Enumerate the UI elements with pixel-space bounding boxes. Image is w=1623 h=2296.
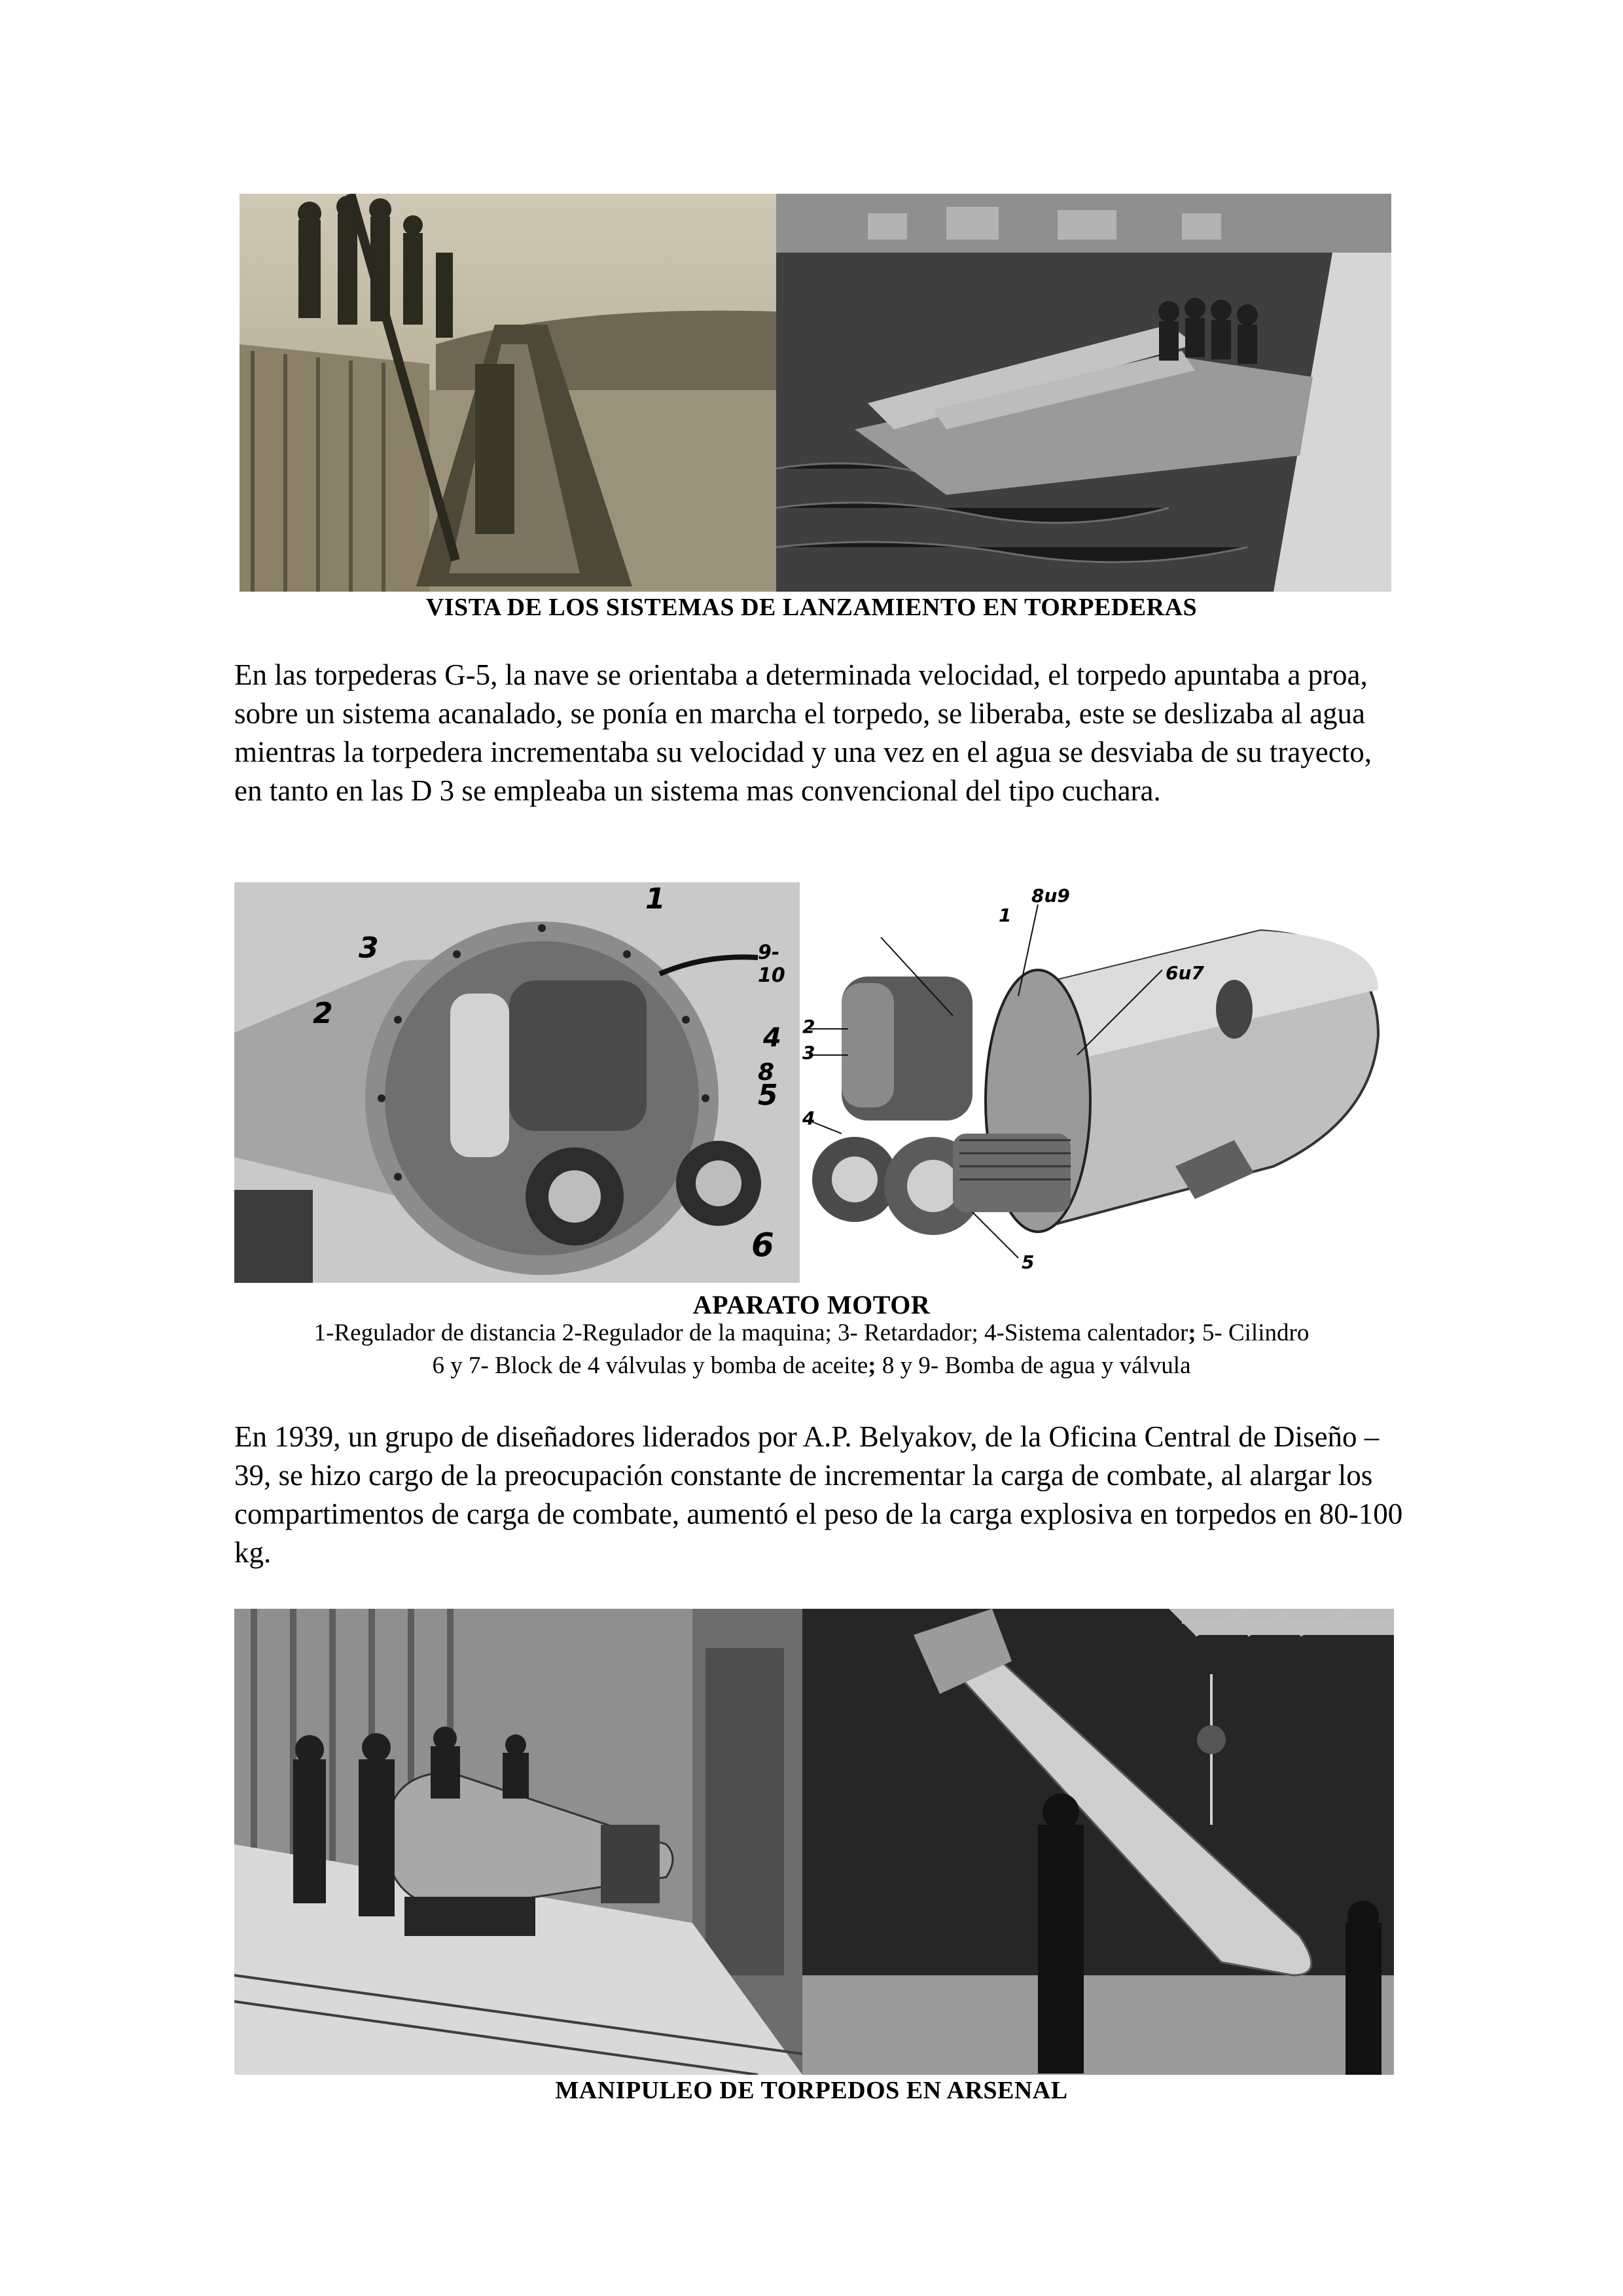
torpedo-boat-photo (776, 194, 1391, 592)
figure2-title: APARATO MOTOR (692, 1290, 931, 1319)
engine-right-label-5: 5 (1022, 1251, 1035, 1273)
legend-line2-separator: ; (868, 1352, 876, 1379)
engine-right-label-8u9: 8u9 (1031, 885, 1070, 906)
legend-line1-text: 1-Regulador de distancia 2-Regulador de la maquina; 3- Retardador; 4-Sistema calentador (313, 1319, 1188, 1346)
legend-line2-pump: 8 y 9- Bomba de agua y válvula (876, 1352, 1191, 1379)
engine-left-label-5: 5 (758, 1079, 778, 1112)
engine-left-label-8: 8 (758, 1059, 775, 1086)
torpedo-cart-photo (234, 1609, 802, 2075)
paragraph-belyakov: En 1939, un grupo de diseñadores liderados por A.P. Belyakov, de la Oficina Central de Diseño – 39, se hizo cargo de la preocupación constante de incrementar la carga de combate, al alargar los compartimentos de carga de combate, aumentó el peso de la carga explosiva en torpedos en 80-100 kg. (234, 1420, 1403, 1569)
engine-left-label-9-10: 9-10 (758, 941, 785, 987)
engine-photo-right (802, 885, 1391, 1284)
paragraph-g5-launch: En las torpederas G-5, la nave se orientaba a determinada velocidad, el torpedo apuntaba a proa, sobre un sistema acanalado, se ponía en marcha el torpedo, se liberaba, este se deslizaba al agua mientras la torpedera incrementaba su velocidad y una vez en el agua se desviaba de su trayecto, en tanto en las D 3 se empleaba un sistema mas convencional del tipo cuchara. (234, 658, 1372, 807)
engine-right-label-6u7: 6u7 (1166, 962, 1204, 984)
engine-left-label-3: 3 (359, 931, 379, 965)
torpedo-launch-rail-photo (240, 194, 776, 592)
figure3-caption: MANIPULEO DE TORPEDOS EN ARSENAL (555, 2077, 1068, 2104)
engine-right-label-2: 2 (802, 1016, 815, 1037)
legend-line1-cylinder: 5- Cilindro (1196, 1319, 1310, 1346)
engine-left-label-4: 4 (763, 1023, 781, 1053)
legend-line1-separator: ; (1188, 1319, 1196, 1346)
engine-right-label-1: 1 (999, 905, 1012, 926)
engine-right-label-3: 3 (802, 1042, 815, 1064)
engine-left-label-6: 6 (751, 1226, 774, 1264)
engine-left-label-1: 1 (645, 882, 666, 916)
engine-photo-left (234, 882, 800, 1283)
figure1-caption: VISTA DE LOS SISTEMAS DE LANZAMIENTO EN TORPEDERAS (425, 594, 1198, 621)
engine-left-label-2: 2 (313, 997, 333, 1030)
torpedo-crane-photo (802, 1609, 1394, 2075)
figure2-legend-line1 (0, 1317, 1623, 1350)
figure2-legend-line2 (0, 1350, 1623, 1382)
legend-line2-text: 6 y 7- Block de 4 válvulas y bomba de aceite (432, 1352, 868, 1379)
engine-right-label-4: 4 (802, 1107, 815, 1129)
